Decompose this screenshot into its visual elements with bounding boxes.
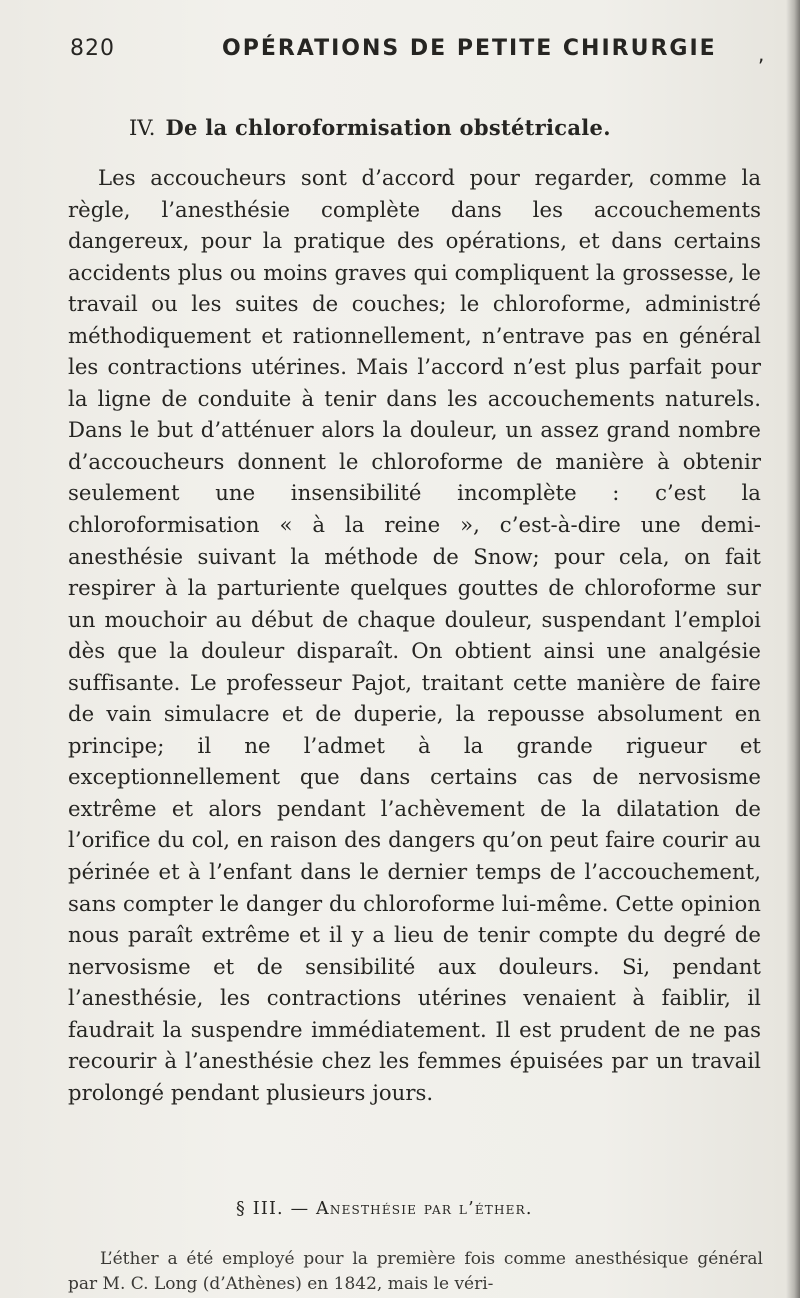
section-number: IV. bbox=[129, 116, 156, 140]
section-title: De la chloroformisation obstétricale. bbox=[165, 115, 611, 140]
running-title: OPÉRATIONS DE PETITE CHIRURGIE bbox=[222, 36, 717, 61]
subsection-heading: § III. — Anesthésie par l’éther. bbox=[236, 1199, 533, 1219]
page-edge-shadow bbox=[786, 0, 800, 1298]
running-head bbox=[70, 36, 765, 66]
section-heading bbox=[129, 115, 611, 140]
body-paragraph: Les accoucheurs sont d’accord pour regarder, comme la règle, l’anesthésie complète dans les accouchements dangereux, pour la pratique des opérations, et dans certains accidents plus ou moins graves qui compliquent la grossesse, le travail ou les suites de couches; le chloroforme, administré méthodiquement et rationnellement, n’entrave pas en général les contractions utérines. Mais l’accord n’est plus parfait pour la ligne de conduite à tenir dans les accouchements naturels. Dans le but d’atténuer alors la douleur, un assez grand nombre d’accoucheurs donnent le chloroforme de manière à obtenir seulement une insensibilité incomplète : c’est la chloroformisation « à la reine », c’est-à-dire une demi-anesthésie suivant la méthode de Snow; pour cela, on fait respirer à la parturiente quelques gouttes de chloroforme sur un mouchoir au début de chaque douleur, suspendant l’emploi dès que la douleur disparaît. On obtient ainsi une analgésie suffisante. Le professeur Pajot, traitant cette manière de faire de vain simulacre et de duperie, la repousse absolument en principe; il ne l’admet à la grande rigueur et exceptionnellement que dans certains cas de nervosisme extrême et alors pendant l’achèvement de la dilatation de l’orifice du col, en raison des dangers qu’on peut faire courir au périnée et à l’enfant dans le dernier temps de l’accouchement, sans compter le danger du chloroforme lui-même. Cette opinion nous paraît extrême et il y a lieu de tenir compte du degré de nervosisme et de sensibilité aux douleurs. Si, pendant l’anesthésie, les contractions utérines venaient à faiblir, il faudrait la suspendre immédiatement. Il est prudent de ne pas recourir à l’anesthésie chez les femmes épuisées par un travail prolongé pendant plusieurs jours. bbox=[68, 165, 761, 1105]
page-number: 820 bbox=[70, 36, 115, 61]
running-mark: , bbox=[758, 42, 765, 66]
footer-paragraph: L’éther a été employé pour la première fois comme anesthésique général par M. C. Long (d’Athènes) en 1842, mais le véri- bbox=[68, 1249, 763, 1294]
